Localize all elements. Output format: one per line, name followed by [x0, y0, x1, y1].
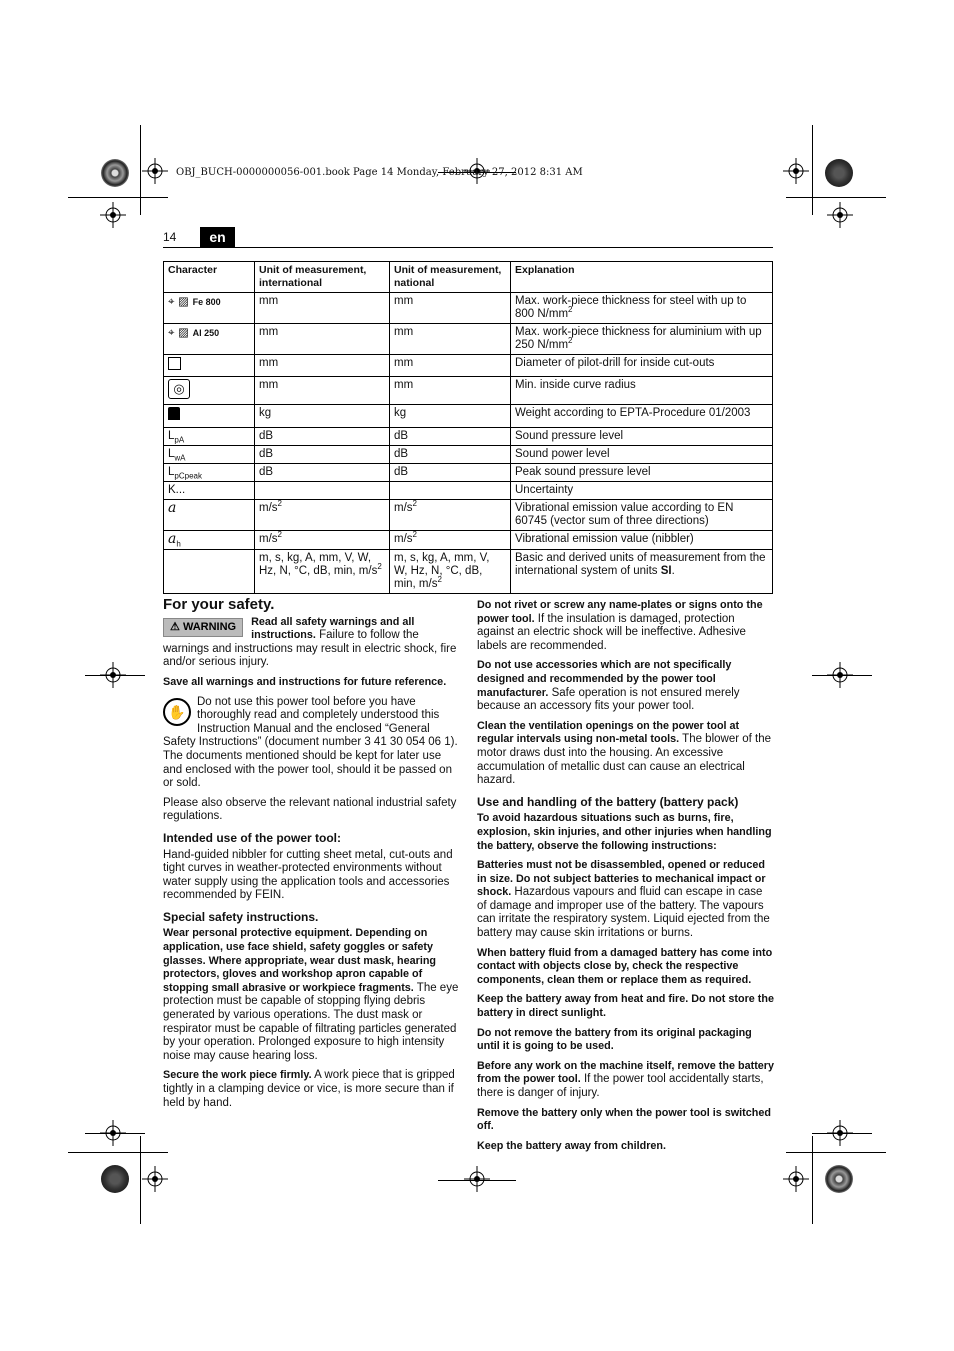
- table-cell-character: $L_{pCpeak}$: [164, 464, 255, 482]
- table-cell-character: [164, 377, 255, 405]
- symbol-table: [163, 261, 773, 594]
- left-column: [163, 598, 460, 1116]
- table-row: [164, 428, 773, 446]
- table-cell-character: $L_{pA}$: [164, 428, 255, 446]
- table-cell: Basic and derived units of measurement from the international system of units SI.: [511, 550, 773, 594]
- table-cell-character: a: [164, 500, 255, 531]
- avoid-paragraph: To avoid hazardous situations such as burns, fire, explosion, skin injuries, and other injuries when handling the battery, observe the following instructions:: [477, 812, 772, 852]
- table-cell-character: ⌖ ▨ Al 250: [164, 324, 255, 355]
- table-cell: [255, 482, 390, 500]
- table-cell: Min. inside curve radius: [511, 377, 773, 405]
- language-badge: en: [200, 227, 235, 247]
- table-cell-character: [164, 550, 255, 594]
- table-row: [164, 500, 773, 531]
- table-cell: mm: [390, 355, 511, 377]
- crop-mark: [812, 1136, 813, 1224]
- table-cell: Sound pressure level: [511, 428, 773, 446]
- book-info-line: OBJ_BUCH-0000000056-001.book Page 14 Monday, February 27, 2012 8:31 AM: [176, 167, 583, 178]
- table-cell: dB: [255, 464, 390, 482]
- color-rosette-icon: [825, 1165, 853, 1193]
- color-rosette-icon: [101, 159, 129, 187]
- table-row: [164, 377, 773, 405]
- table-cell: Diameter of pilot-drill for inside cut-outs: [511, 355, 773, 377]
- table-cell: dB: [390, 446, 511, 464]
- table-header-cell: Unit of measurement, national: [390, 262, 511, 293]
- registration-target-icon: [142, 1166, 168, 1192]
- table-row: [164, 324, 773, 355]
- table-cell: dB: [390, 428, 511, 446]
- table-cell: mm: [390, 293, 511, 324]
- weight-icon: [168, 407, 180, 420]
- before-work-paragraph: Before any work on the machine itself, remove the battery from the power tool. If the power tool accidentally starts, there is danger of injury.: [477, 1059, 774, 1099]
- table-cell: m, s, kg, A, mm, V, W, Hz, N, °C, dB, min, $m/s^2$: [255, 550, 390, 594]
- warning-badge: ⚠ WARNING: [163, 618, 243, 638]
- registration-target-icon: [100, 202, 126, 228]
- table-cell: mm: [255, 293, 390, 324]
- special-safety-heading: Special safety instructions.: [163, 909, 319, 924]
- table-header-cell: Unit of measurement, international: [255, 262, 390, 293]
- page-number: 14: [163, 230, 177, 244]
- table-cell: dB: [390, 464, 511, 482]
- table-cell: $m/s^2$: [390, 500, 511, 531]
- table-cell: mm: [390, 377, 511, 405]
- crop-mark: [68, 1152, 168, 1153]
- save-instructions: Save all warnings and instructions for future reference.: [163, 675, 447, 688]
- table-cell: Max. work-piece thickness for aluminium with up 250 $N/mm^2$: [511, 324, 773, 355]
- children-paragraph: Keep the battery away from children.: [477, 1139, 666, 1152]
- table-cell: dB: [255, 428, 390, 446]
- table-cell: Weight according to EPTA-Procedure 01/2003: [511, 405, 773, 428]
- section-title: For your safety.: [163, 596, 275, 613]
- table-cell-character: $a_h$: [164, 531, 255, 550]
- registration-target-icon: [827, 662, 853, 688]
- table-cell: mm: [390, 324, 511, 355]
- aluminium-thickness-icon: ⌖ ▨: [168, 325, 193, 339]
- table-cell: Vibrational emission value according to EN 60745 (vector sum of three directions): [511, 500, 773, 531]
- fluid-paragraph: When battery fluid from a damaged battery has come into contact with objects close by, check the respective components, clean them or replace them as required.: [477, 946, 773, 986]
- table-cell: kg: [255, 405, 390, 428]
- table-row: [164, 405, 773, 428]
- pilot-drill-icon: [168, 357, 181, 370]
- crop-mark: [786, 197, 886, 198]
- table-cell: mm: [255, 355, 390, 377]
- table-cell: Uncertainty: [511, 482, 773, 500]
- table-cell: dB: [255, 446, 390, 464]
- intended-use-text: Hand-guided nibbler for cutting sheet metal, cut-outs and tight curves in weather-protected environments without water supply using the application tools and accessories recommended by FEIN.: [163, 848, 453, 902]
- crop-mark: [786, 1152, 886, 1153]
- table-row: [164, 355, 773, 377]
- table-row: [164, 550, 773, 594]
- table-cell: mm: [255, 324, 390, 355]
- steel-thickness-icon: ⌖ ▨: [168, 294, 193, 308]
- table-header-cell: Explanation: [511, 262, 773, 293]
- intended-use-heading: Intended use of the power tool:: [163, 830, 341, 845]
- table-cell: mm: [255, 377, 390, 405]
- disassemble-paragraph: Batteries must not be disassembled, opened or reduced in size. Do not subject batteries to mechanical impact or shock. Hazardous vapours and fluid can escape in case of damage and improper use of the battery. The vapours can irritate the respiratory system. Liquid ejected from the battery may cause skin irritations or burns.: [477, 859, 770, 940]
- crop-mark: [68, 197, 168, 198]
- crop-mark: [140, 125, 141, 215]
- battery-heading: Use and handling of the battery (battery pack): [477, 794, 739, 809]
- crop-mark: [812, 125, 813, 215]
- table-row: [164, 464, 773, 482]
- table-cell: $m/s^2$: [390, 531, 511, 550]
- remove-battery-paragraph: Remove the battery only when the power tool is switched off.: [477, 1106, 771, 1133]
- curve-radius-icon: ◎: [168, 379, 190, 399]
- table-cell: m, s, kg, A, mm, V, W, Hz, N, °C, dB, min, $m/s^2$: [390, 550, 511, 594]
- registration-target-icon: [464, 1166, 490, 1192]
- table-header-row: [164, 262, 773, 293]
- table-cell: $m/s^2$: [255, 500, 390, 531]
- warning-triangle-icon: ⚠: [170, 620, 180, 633]
- table-row: [164, 446, 773, 464]
- header-rule: [163, 247, 773, 248]
- secure-paragraph: Secure the work piece firmly. A work piece that is gripped tightly in a clamping device or vice, is more secure than if held by hand.: [163, 1069, 455, 1109]
- table-cell-character: ⌖ ▨ Fe 800: [164, 293, 255, 324]
- color-rosette-icon: [101, 1165, 129, 1193]
- table-cell: kg: [390, 405, 511, 428]
- manual-paragraph: ✋ Do not use this power tool before you have thoroughly read and completely understood this Instruction Manual and the enclosed “General Safety Instructions” (document number 3 41 30 054 06 1). The documents mentioned should be kept for later use and enclosed with the power tool, should it be passed on or sold.: [163, 695, 458, 790]
- observe-paragraph: Please also observe the relevant national industrial safety regulations.: [163, 796, 457, 823]
- table-cell: Max. work-piece thickness for steel with up to 800 $N/mm^2$: [511, 293, 773, 324]
- rivet-paragraph: Do not rivet or screw any name-plates or signs onto the power tool. If the insulation is damaged, protection against an electric shock will be ineffective. Adhesive labels are recommended.: [477, 599, 763, 652]
- table-row: [164, 293, 773, 324]
- table-cell: Vibrational emission value (nibbler): [511, 531, 773, 550]
- registration-target-icon: [783, 158, 809, 184]
- registration-target-icon: [142, 158, 168, 184]
- registration-target-icon: [100, 1120, 126, 1146]
- table-row: [164, 482, 773, 500]
- registration-target-icon: [827, 1120, 853, 1146]
- color-rosette-icon: [825, 159, 853, 187]
- accessories-paragraph: Do not use accessories which are not specifically designed and recommended by the power tool manufacturer. Safe operation is not ensured merely because an accessory fits your power tool.: [477, 659, 740, 713]
- crop-mark: [140, 1136, 141, 1224]
- clean-paragraph: Clean the ventilation openings on the power tool at regular intervals using non-metal tools. The blower of the motor draws dust into the housing. An excessive accumulation of metallic dust can cause an electrical hazard.: [477, 719, 772, 787]
- table-cell-character: [164, 405, 255, 428]
- registration-target-icon: [100, 662, 126, 688]
- packaging-paragraph: Do not remove the battery from its original packaging until it is going to be used.: [477, 1026, 752, 1053]
- warning-paragraph: ⚠ WARNING Read all safety warnings and all instructions. Failure to follow the warnings and instructions may result in electric shock, fire and/or serious injury.: [163, 615, 457, 669]
- right-column: [477, 599, 774, 1159]
- table-row: [164, 531, 773, 550]
- table-cell: Sound power level: [511, 446, 773, 464]
- heat-paragraph: Keep the battery away from heat and fire. Do not store the battery in direct sunlight.: [477, 993, 774, 1020]
- table-header-cell: Character: [164, 262, 255, 293]
- ppe-paragraph: Wear personal protective equipment. Depending on application, use face shield, safety goggles or safety glasses. Where appropriate, wear dust mask, hearing protectors, gloves and workshop apron capable of stopping small abrasive or workpiece fragments. The eye protection must be capable of stopping flying debris generated by various operations. The dust mask or respirator must be capable of filtrating particles generated by your operation. Prolonged exposure to high intensity noise may cause hearing loss.: [163, 927, 459, 1062]
- read-manual-icon: ✋: [163, 698, 191, 726]
- table-cell: $m/s^2$: [255, 531, 390, 550]
- registration-target-icon: [827, 202, 853, 228]
- registration-target-icon: [783, 1166, 809, 1192]
- table-cell: Peak sound pressure level: [511, 464, 773, 482]
- table-cell-character: [164, 355, 255, 377]
- table-cell: [390, 482, 511, 500]
- table-cell-character: K...: [164, 482, 255, 500]
- table-cell-character: $L_{wA}$: [164, 446, 255, 464]
